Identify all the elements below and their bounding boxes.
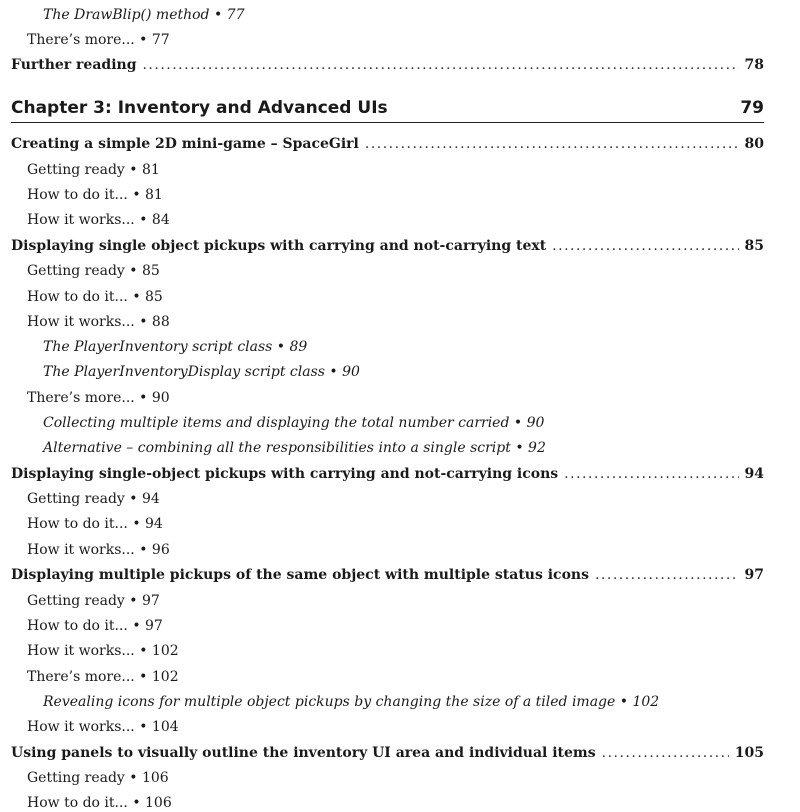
toc-item: [27, 161, 800, 179]
toc-item: [27, 186, 800, 204]
toc-section-title: Using panels to visually outline the inventory UI area and individual items: [11, 745, 596, 761]
chapter-page: 79: [740, 98, 764, 118]
toc-subitem: [43, 693, 800, 711]
toc-section-page: 105: [734, 745, 764, 761]
toc-subitem: [43, 338, 800, 356]
toc-item-text: Getting ready • 97: [27, 593, 160, 609]
toc-item-text: There’s more... • 77: [27, 32, 170, 48]
toc-subitem: [43, 414, 800, 432]
toc-section: [11, 237, 764, 255]
toc-subitem-text: The DrawBlip() method • 77: [43, 7, 245, 23]
toc-item: [27, 718, 800, 736]
toc-section: [11, 744, 764, 762]
toc-section: [11, 566, 764, 584]
toc-subitem-text: The PlayerInventoryDisplay script class • 90: [43, 364, 360, 380]
toc-item: [27, 515, 800, 533]
toc-item: [27, 288, 800, 306]
toc-item: [27, 490, 800, 508]
toc-section-title: Displaying multiple pickups of the same object with multiple status icons: [11, 567, 589, 583]
toc-item-text: How to do it... • 94: [27, 516, 163, 532]
toc-item: [27, 642, 800, 660]
toc-section-page: 78: [744, 57, 764, 73]
toc-item-text: How it works... • 88: [27, 314, 170, 330]
toc-item: [27, 617, 800, 635]
toc-section-page: 94: [744, 466, 764, 482]
toc-subitem-text: Revealing icons for multiple object pickups by changing the size of a tiled image • 102: [43, 694, 660, 710]
chapter-divider: [11, 122, 764, 123]
toc-item: [27, 668, 800, 686]
toc-item: [27, 211, 800, 229]
toc-section-page: 85: [744, 238, 764, 254]
toc-subitem-text: The PlayerInventory script class • 89: [43, 339, 308, 355]
dot-leader: [602, 744, 729, 762]
toc-item: [27, 313, 800, 331]
toc-item-text: Getting ready • 85: [27, 263, 160, 279]
toc-item-text: Getting ready • 94: [27, 491, 160, 507]
toc-item-text: How it works... • 104: [27, 719, 179, 735]
toc-item-text: Getting ready • 106: [27, 770, 169, 786]
chapter-heading: [11, 97, 764, 119]
toc-section: [11, 465, 764, 483]
dot-leader: [142, 56, 738, 74]
toc-section-page: 80: [744, 136, 764, 152]
toc-item-text: How to do it... • 81: [27, 187, 163, 203]
toc-item-text: How to do it... • 85: [27, 289, 163, 305]
toc-item-text: There’s more... • 102: [27, 669, 179, 685]
toc-item-text: How to do it... • 97: [27, 618, 163, 634]
toc-section-title: Creating a simple 2D mini-game – SpaceGirl: [11, 136, 359, 152]
toc-section: [11, 135, 764, 153]
toc-item-text: How it works... • 84: [27, 212, 170, 228]
toc-item-text: How to do it... • 106: [27, 795, 172, 811]
dot-leader: [564, 465, 738, 483]
toc-item: [27, 389, 800, 407]
toc-item: [27, 541, 800, 559]
dot-leader: [552, 237, 738, 255]
toc-item: [27, 262, 800, 280]
toc-subitem: [43, 6, 800, 24]
toc-item-text: How it works... • 96: [27, 542, 170, 558]
toc-section-page: 97: [744, 567, 764, 583]
dot-leader: [365, 135, 739, 153]
dot-leader: [595, 566, 739, 584]
toc-subitem: [43, 363, 800, 381]
toc-item: [27, 31, 800, 49]
toc-section: [11, 56, 764, 74]
toc-section-title: Displaying single object pickups with carrying and not-carrying text: [11, 238, 547, 254]
toc-item-text: There’s more... • 90: [27, 390, 170, 406]
toc-item-text: Getting ready • 81: [27, 162, 160, 178]
toc-item: [27, 592, 800, 610]
toc-section-title: Displaying single-object pickups with carrying and not-carrying icons: [11, 466, 559, 482]
toc-item-text: How it works... • 102: [27, 643, 179, 659]
toc-subitem-text: Collecting multiple items and displaying the total number carried • 90: [43, 415, 545, 431]
chapter-title: Chapter 3: Inventory and Advanced UIs: [11, 98, 388, 118]
toc-subitem: [43, 439, 800, 457]
toc-item: [27, 794, 800, 812]
toc-section-title: Further reading: [11, 57, 137, 73]
toc-subitem-text: Alternative – combining all the responsibilities into a single script • 92: [43, 440, 546, 456]
toc-item: [27, 769, 800, 787]
